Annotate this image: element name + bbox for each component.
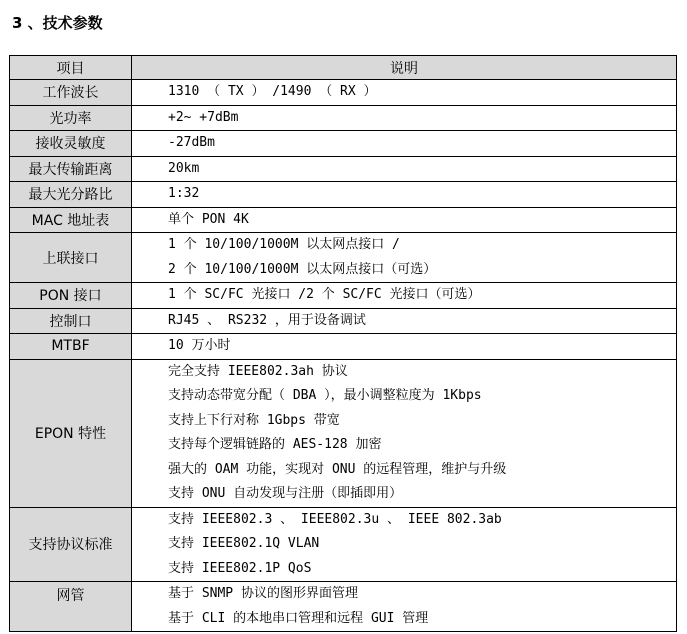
row-label: 网管 [10,582,132,632]
value-line: 支持每个逻辑链路的 AES-128 加密 [168,437,382,452]
table-row [10,105,677,131]
table-row [10,582,677,632]
value-line: 完全支持 IEEE802.3ah 协议 [168,363,348,379]
value-line: 1 个 SC/FC 光接口 /2 个 SC/FC 光接口（可选） [168,287,481,302]
row-label: PON 接口 [10,283,132,309]
table-row [10,131,677,157]
section-title: 3 、技术参数 [12,14,103,32]
row-label: 上联接口 [10,233,132,283]
value-line: 基于 SNMP 协议的图形界面管理 [168,586,358,601]
row-label: 最大传输距离 [10,156,132,182]
row-label: 支持协议标准 [10,507,132,582]
value-line: 1 个 10/100/1000M 以太网点接口 / [168,237,400,252]
row-label: 光功率 [10,105,132,131]
table-row [10,308,677,334]
value-line: 支持动态带宽分配（ DBA ），最小调整粒度为 1Kbps [168,388,482,403]
value-line: 基于 CLI 的本地串口管理和远程 GUI 管理 [168,610,429,626]
row-label: 接收灵敏度 [10,131,132,157]
row-value [132,334,677,360]
value-line: 1:32 [168,186,200,201]
value-line: 支持 IEEE802.1Q VLAN [168,536,320,551]
table-row [10,156,677,182]
row-value [132,156,677,182]
row-value [132,233,677,283]
header-item: 项目 [10,56,132,80]
row-label: EPON 特性 [10,359,132,507]
value-line: -27dBm [168,135,215,150]
row-value [132,182,677,208]
row-value [132,507,677,582]
table-body [10,80,677,632]
row-value [132,359,677,507]
header-description: 说明 [132,56,677,80]
row-value [132,283,677,309]
value-line: 20km [168,160,200,176]
value-line: 支持 ONU 自动发现与注册（即插即用） [168,486,403,501]
row-value [132,105,677,131]
row-label: 控制口 [10,308,132,334]
row-value [132,207,677,233]
table-header-row [10,56,677,80]
value-line: 支持 IEEE802.3 、 IEEE802.3u 、 IEEE 802.3ab [168,511,502,527]
table-row [10,182,677,208]
row-label: MAC 地址表 [10,207,132,233]
row-value [132,131,677,157]
row-label: 最大光分路比 [10,182,132,208]
row-value [132,308,677,334]
value-line: +2~ +7dBm [168,109,239,125]
value-line: 2 个 10/100/1000M 以太网点接口（可选） [168,261,437,277]
row-label: 工作波长 [10,80,132,106]
row-label: MTBF [10,334,132,360]
value-line: RJ45 、 RS232 ，用于设备调试 [168,312,366,328]
table-row [10,359,677,507]
value-line: 支持上下行对称 1Gbps 带宽 [168,412,340,428]
row-value [132,80,677,106]
table-row [10,334,677,360]
table-row [10,507,677,582]
table-row [10,233,677,283]
value-line: 支持 IEEE802.1P QoS [168,560,312,576]
table-row [10,80,677,106]
value-line: 10 万小时 [168,338,231,353]
value-line: 单个 PON 4K [168,211,249,227]
table-row [10,283,677,309]
table-row [10,207,677,233]
value-line: 1310 （ TX ） /1490 （ RX ） [168,84,377,99]
row-value [132,582,677,632]
spec-table [9,55,677,632]
value-line: 强大的 OAM 功能，实现对 ONU 的远程管理，维护与升级 [168,461,507,477]
